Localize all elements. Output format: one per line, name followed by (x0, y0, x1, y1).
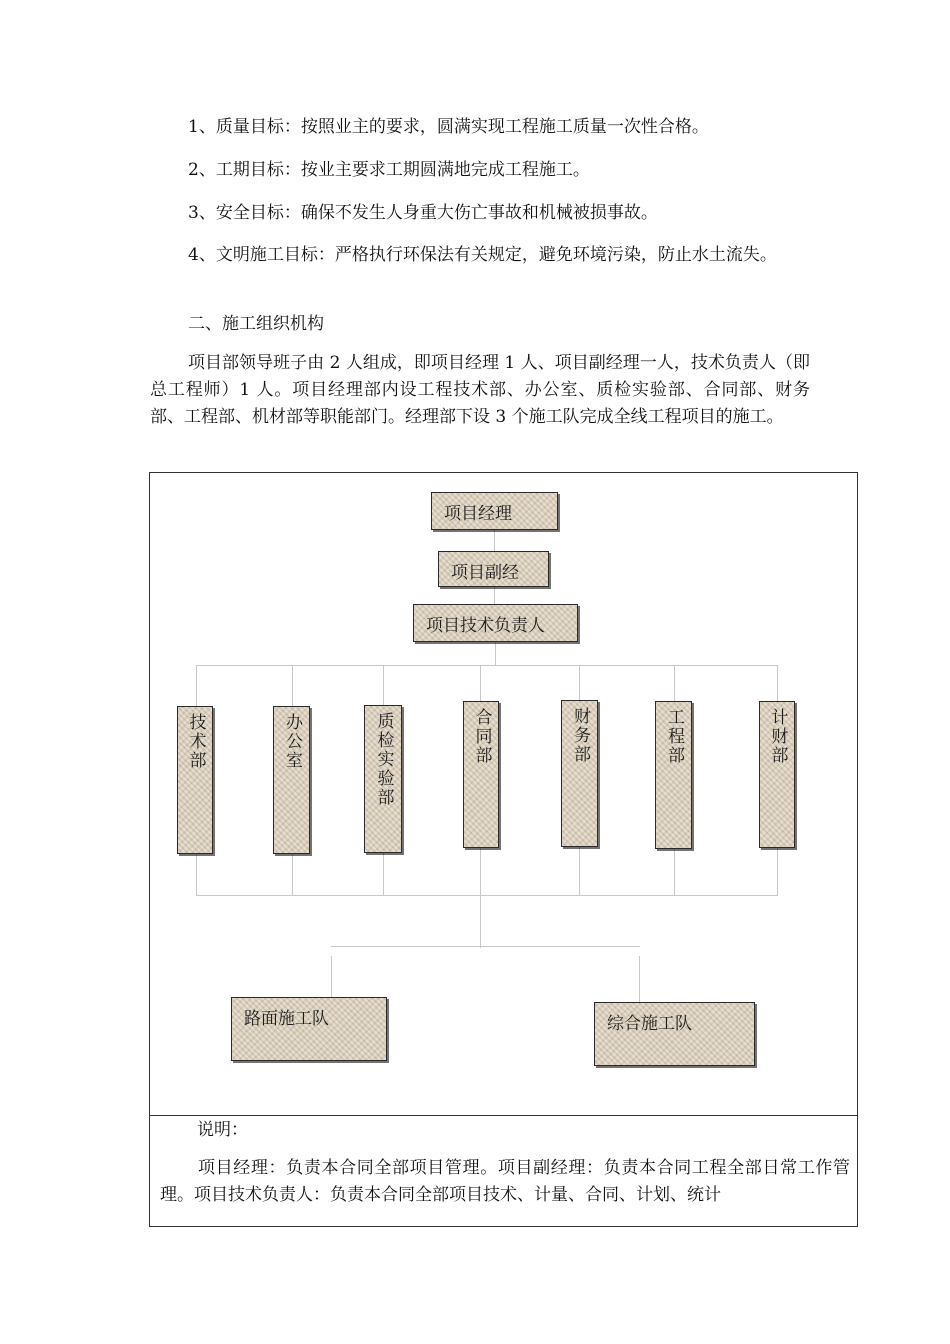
construction-team-label: 路面施工队 (244, 1009, 329, 1029)
goal-safety: 3、安全目标：确保不发生人身重大伤亡事故和机械被损事故。 (188, 203, 658, 223)
project-manager-box (431, 492, 558, 530)
connector-line (777, 848, 778, 895)
connector-line (383, 853, 384, 895)
notes-body: 项目经理：负责本合同全部项目管理。项目副经理：负责本合同工程全部日常工作管理。项目技术负责人：负责本合同全部项目技术、计量、合同、计划、统计 (160, 1158, 850, 1205)
connector-line (331, 946, 640, 947)
connector-line (196, 854, 197, 895)
connector-line (196, 665, 197, 706)
connector-line (494, 587, 495, 604)
connector-line (196, 895, 778, 896)
connector-line (495, 642, 496, 665)
technical-lead-label: 项目技术负责人 (426, 616, 545, 636)
department-box (364, 705, 402, 853)
project-manager-label: 项目经理 (444, 504, 512, 524)
org-description: 项目部领导班子由 2 人组成，即项目经理 1 人、项目副经理一人，技术负责人（即总工程师）1 人。项目经理部内设工程技术部、办公室、质检实验部、合同部、财务部、工程部、机材部等职能部门。经理部下设 3 个施工队完成全线工程项目的施工。 (150, 353, 810, 427)
connector-line (639, 956, 640, 1002)
department-box (759, 701, 795, 848)
connector-line (292, 665, 293, 706)
construction-team-box (594, 1002, 755, 1066)
goal-schedule: 2、工期目标：按业主要求工期圆满地完成工程施工。 (188, 160, 590, 180)
deputy-manager-box (438, 551, 549, 587)
department-box (463, 701, 499, 848)
department-label: 技术部 (185, 713, 206, 770)
connector-line (674, 665, 675, 701)
connector-line (777, 665, 778, 701)
department-label: 质检实验部 (373, 712, 394, 807)
department-label: 财务部 (570, 707, 590, 764)
goal-civilized-construction: 4、文明施工目标：严格执行环保法有关规定，避免环境污染，防止水土流失。 (188, 245, 777, 265)
connector-line (579, 665, 580, 700)
department-box (273, 706, 310, 854)
technical-lead-box (413, 604, 578, 642)
deputy-manager-label: 项目副经 (451, 563, 519, 583)
notes-label: 说明： (197, 1120, 248, 1140)
connector-line (480, 665, 481, 701)
connector-line (674, 849, 675, 895)
department-label: 计财部 (767, 708, 788, 765)
connector-line (494, 530, 495, 551)
goal-quality: 1、质量目标：按照业主的要求，圆满实现工程施工质量一次性合格。 (188, 117, 709, 137)
connector-line (579, 847, 580, 895)
department-box (177, 706, 213, 854)
frame-divider (149, 1115, 858, 1116)
connector-line (383, 665, 384, 705)
connector-line (480, 848, 481, 948)
department-box (655, 701, 692, 849)
department-label: 办公室 (282, 713, 302, 770)
department-box (561, 700, 598, 847)
section-heading: 二、施工组织机构 (188, 314, 324, 334)
construction-team-label: 综合施工队 (607, 1014, 692, 1034)
department-label: 工程部 (664, 708, 684, 765)
department-label: 合同部 (471, 708, 492, 765)
connector-line (331, 956, 332, 997)
connector-line (292, 854, 293, 895)
connector-line (196, 665, 778, 666)
construction-team-box (231, 997, 387, 1061)
